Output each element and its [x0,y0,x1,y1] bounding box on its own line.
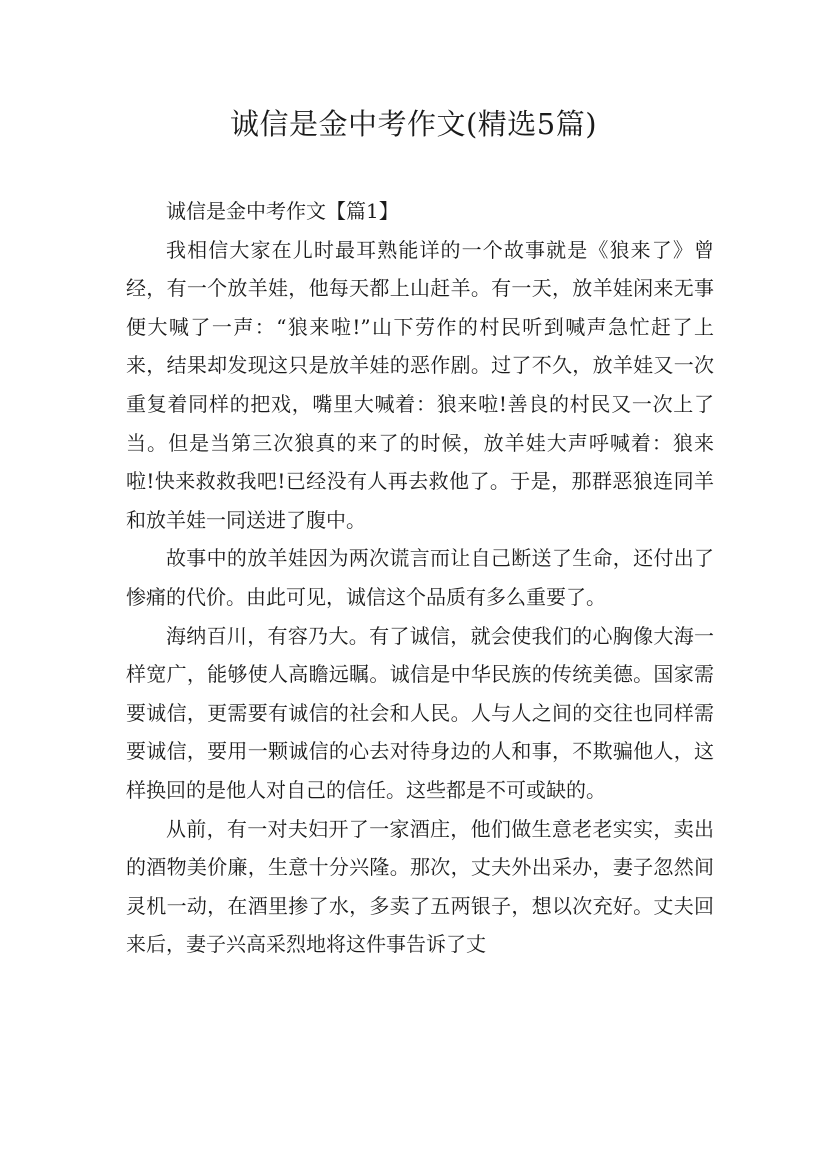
paragraph: 海纳百川，有容乃大。有了诚信，就会使我们的心胸像大海一样宽广，能够使人高瞻远瞩。诚信是中华民族的传统美德。国家需要诚信，更需要有诚信的社会和人民。人与人之间的交往也同样需要诚信，要用一颗诚信的心去对待身边的人和事，不欺骗他人，这样换回的是他人对自己的信任。这些都是不可或缺的。 [126,623,714,802]
paragraph: 我相信大家在儿时最耳熟能详的一个故事就是《狼来了》曾经，有一个放羊娃，他每天都上山赶羊。有一天，放羊娃闲来无事便大喊了一声：“狼来啦!”山下劳作的村民听到喊声急忙赶了上来，结果却发现这只是放羊娃的恶作剧。过了不久，放羊娃又一次重复着同样的把戏，嘴里大喊着：狼来啦!善良的村民又一次上了当。但是当第三次狼真的来了的时候，放羊娃大声呼喊着：狼来啦!快来救救我吧!已经没有人再去救他了。于是，那群恶狼连同羊和放羊娃一同送进了腹中。 [126,237,714,532]
paragraph: 从前，有一对夫妇开了一家酒庄，他们做生意老老实实，卖出的酒物美价廉，生意十分兴隆。那次，丈夫外出采办，妻子忽然间灵机一动，在酒里掺了水，多卖了五两银子，想以次充好。丈夫回来后，妻子兴高采烈地将这件事告诉了丈 [126,816,714,957]
section-heading: 诚信是金中考作文【篇1】 [166,199,399,223]
document-title: 诚信是金中考作文(精选5篇) [229,107,598,141]
document-body [126,192,714,964]
paragraph: 故事中的放羊娃因为两次谎言而让自己断送了生命，还付出了惨痛的代价。由此可见，诚信这个品质有多么重要了。 [126,546,714,609]
